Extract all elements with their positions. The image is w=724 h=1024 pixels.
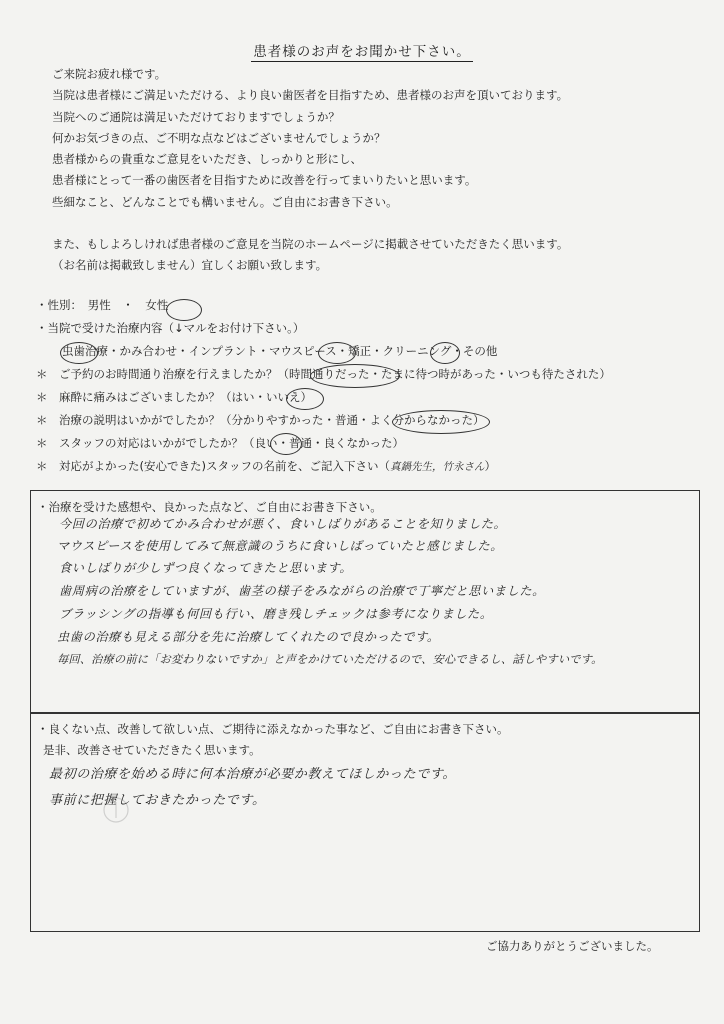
intro-line: 何かお気づきの点、ご不明な点などはございませんでしょうか？ (52, 130, 386, 145)
handwritten-line: 最初の治療を始める時に何本治療が必要か教えてほしかったです。 (49, 767, 456, 782)
handwritten-line: マウスピースを使用してみて無意識のうちに食いしばっていたと感じました。 (57, 539, 504, 553)
handwritten-line: 食いしばりが少しずつ良くなってきたと思います。 (59, 561, 353, 575)
treatment-options: 虫歯治療・かみ合わせ・インプラント・マウスピース・矯正・クリーニング・その他 (62, 344, 498, 358)
intro-line: ご来院お疲れ様です。 (52, 67, 167, 81)
staff-question: ＊ スタッフの対応はいかがでしたか？（良い・普通・良くなかった） (36, 436, 404, 450)
explanation-question: ＊ 治療の説明はいかがでしたか？（分かりやすかった・普通・よく分からなかった） (36, 413, 485, 427)
improvement-heading-line: ・良くない点、改善して欲しい点、ご期待に添えなかった事など、ご自由にお書き下さい。 (37, 722, 509, 736)
intro-line: 患者様からの貴重なご意見をいただき、しっかりと形にし、 (52, 152, 363, 167)
consent-line: また、もしよろしければ患者様のご意見を当院のホームページに掲載させていただきたく思います。 (52, 237, 569, 252)
handwritten-line: 歯周病の治療をしていますが、歯茎の様子をみながらの治療で丁寧だと思いました。 (59, 584, 545, 598)
question-list (36, 294, 611, 479)
treatment-question: ・当院で受けた治療内容（↓マルをお付け下さい。） (36, 321, 305, 335)
improvement-subheading: 是非、改善させていただきたく思います。 (43, 743, 261, 757)
appointment-question: ＊ ご予約のお時間通り治療を行えましたか？（時間通りだった・たまに待つ時があった・いつも待たされた） (36, 367, 611, 381)
intro-line: 当院は患者様にご満足いただける、より良い歯医者を目指すため、患者様のお声を頂いております。 (52, 88, 569, 103)
positive-feedback-box (30, 490, 700, 714)
anesthesia-question: ＊ 麻酔に痛みはございましたか？（はい・いいえ） (36, 390, 312, 404)
positive-feedback-heading: ・治療を受けた感想や、良かった点など、ご自由にお書き下さい。 (37, 500, 382, 514)
closing-message: ご協力ありがとうございました。 (486, 939, 659, 953)
intro-text (52, 64, 568, 277)
handwritten-line: ブラッシングの指導も何回も行い、磨き残しチェックは参考になりました。 (59, 607, 493, 621)
intro-line: 些細なこと、どんなことでも構いません。ご自由にお書き下さい。 (52, 194, 398, 209)
staff-name-value: 真鍋先生，竹永さん (389, 461, 485, 473)
handwritten-line: 今回の治療で初めてかみ合わせが悪く、食いしばりがあることを知りました。 (59, 517, 507, 531)
consent-line: （お名前は掲載致しません）宜しくお願い致します。 (52, 258, 328, 273)
staff-name-close: ） (484, 459, 496, 473)
page-title: 患者様のお声をお聞かせ下さい。 (253, 44, 471, 60)
improvement-feedback-heading (37, 719, 509, 761)
handwritten-line: 虫歯の治療も見える部分を先に治療してくれたので良かったです。 (57, 630, 440, 644)
bleed-through-mark (96, 790, 186, 880)
staff-name-label: ＊ 対応がよかった(安心できた)スタッフの名前を、ご記入下さい（ (36, 459, 390, 473)
intro-line: 患者様にとって一番の歯医者を目指すために改善を行ってまいりたいと思います。 (52, 173, 477, 188)
gender-question: ・性別： 男性 ・ 女性 (36, 298, 169, 312)
staff-name-question (36, 455, 611, 479)
handwritten-line: 毎回、治療の前に「お変わりないですか」と声をかけていただけるので、安心できるし、話しやすいです。 (57, 653, 603, 666)
handwritten-line: 事前に把握しておきたかったです。 (49, 793, 266, 808)
intro-line: 当院へのご通院は満足いただけておりますでしょうか？ (52, 109, 340, 124)
